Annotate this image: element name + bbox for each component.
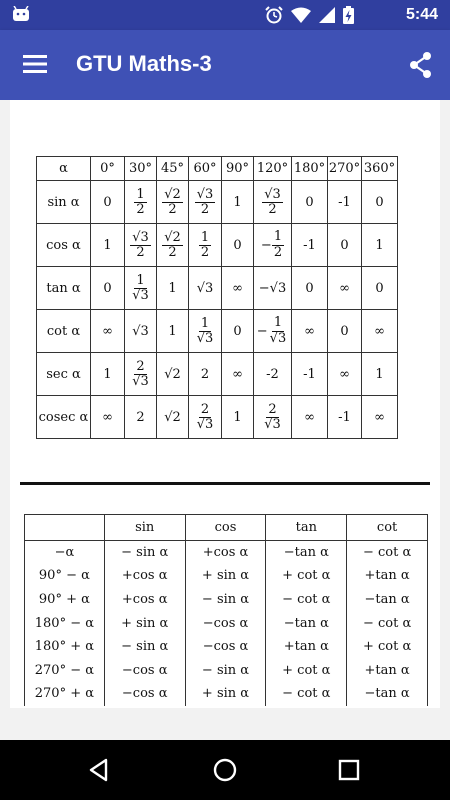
trig-table-header-cell: 120° bbox=[254, 157, 292, 181]
trig-value-cell: ∞ bbox=[328, 353, 362, 396]
reduction-table-row bbox=[25, 588, 428, 612]
reduction-value-cell: − sin α bbox=[104, 635, 185, 659]
angle-expression-cell: 90° + α bbox=[25, 588, 105, 612]
fraction-denominator: √3 bbox=[196, 331, 214, 346]
fraction bbox=[195, 188, 216, 218]
trig-table-header-cell: 90° bbox=[222, 157, 254, 181]
trig-value-cell: ∞ bbox=[91, 396, 125, 439]
battery-charging-icon bbox=[343, 6, 354, 24]
reduction-formulas-table bbox=[24, 514, 428, 706]
reduction-value-cell: − cot α bbox=[347, 541, 428, 565]
reduction-table-header-cell bbox=[25, 515, 105, 541]
fraction-denominator: 2 bbox=[136, 202, 145, 217]
trig-function-label: sin α bbox=[37, 181, 91, 224]
fraction-numerator: 1 bbox=[136, 272, 145, 288]
fraction bbox=[130, 360, 151, 390]
fraction-numerator: 1 bbox=[273, 315, 283, 331]
trig-value-cell: √2 bbox=[157, 396, 189, 439]
reduction-value-cell: −cos α bbox=[104, 658, 185, 682]
reduction-value-cell: − cot α bbox=[266, 682, 347, 706]
trig-value-cell: ∞ bbox=[328, 267, 362, 310]
angle-expression-cell: 180° + α bbox=[25, 635, 105, 659]
fraction-numerator: 2 bbox=[136, 358, 145, 374]
fraction-numerator: 2 bbox=[200, 401, 210, 417]
reduction-value-cell: + sin α bbox=[185, 682, 266, 706]
trig-value-cell bbox=[125, 267, 157, 310]
fraction-denominator: 2 bbox=[200, 202, 210, 217]
status-time: 5:44 bbox=[405, 6, 438, 23]
reduction-table-header-cell: cot bbox=[347, 515, 428, 541]
trig-value-cell: -1 bbox=[328, 396, 362, 439]
trig-value-cell: 0 bbox=[222, 224, 254, 267]
trig-value-cell: 0 bbox=[91, 181, 125, 224]
trig-table-header-cell: 30° bbox=[125, 157, 157, 181]
reduction-value-cell: − sin α bbox=[185, 658, 266, 682]
trig-function-label: cosec α bbox=[37, 396, 91, 439]
trig-table-row bbox=[37, 310, 398, 353]
app-bar bbox=[0, 30, 450, 100]
fraction-numerator: √3 bbox=[264, 186, 281, 202]
reduction-value-cell: − cot α bbox=[266, 588, 347, 612]
back-icon[interactable] bbox=[86, 757, 112, 783]
fraction-denominator: 2 bbox=[273, 244, 283, 260]
trig-value-cell: 0 bbox=[328, 310, 362, 353]
trig-value-cell: −√3 bbox=[254, 267, 292, 310]
reduction-value-cell: +cos α bbox=[104, 564, 185, 588]
fraction bbox=[162, 188, 183, 218]
fraction-numerator: √2 bbox=[164, 229, 181, 245]
reduction-value-cell: −tan α bbox=[347, 682, 428, 706]
trig-value-cell: 0 bbox=[328, 224, 362, 267]
fraction bbox=[262, 188, 283, 218]
trig-value-cell: -1 bbox=[328, 181, 362, 224]
reduction-value-cell: +tan α bbox=[347, 564, 428, 588]
trig-table-header bbox=[37, 157, 398, 181]
fraction-numerator: 1 bbox=[273, 229, 283, 245]
trig-value-cell: ∞ bbox=[292, 310, 328, 353]
fraction-numerator: √2 bbox=[164, 186, 181, 202]
trig-value-cell: 1 bbox=[157, 267, 189, 310]
navigation-bar bbox=[0, 740, 450, 800]
home-icon[interactable] bbox=[212, 757, 238, 783]
trig-value-cell bbox=[189, 310, 222, 353]
fraction-denominator: √3 bbox=[132, 374, 149, 389]
fraction bbox=[130, 274, 151, 304]
reduction-value-cell: − sin α bbox=[185, 588, 266, 612]
trig-value-cell: ∞ bbox=[362, 310, 398, 353]
trig-value-cell: 1 bbox=[362, 353, 398, 396]
trig-value-cell bbox=[254, 310, 292, 353]
trig-function-label: sec α bbox=[37, 353, 91, 396]
trig-value-cell: ∞ bbox=[292, 396, 328, 439]
document-page[interactable] bbox=[10, 100, 440, 708]
trig-value-cell bbox=[125, 181, 157, 224]
trig-table-header-cell: 45° bbox=[157, 157, 189, 181]
trig-table-row bbox=[37, 181, 398, 224]
reduction-value-cell: −cos α bbox=[185, 611, 266, 635]
android-notification-icon bbox=[12, 6, 30, 22]
trig-value-cell bbox=[157, 224, 189, 267]
section-divider bbox=[20, 482, 430, 485]
fraction-numerator: 1 bbox=[136, 186, 145, 202]
alarm-icon bbox=[265, 6, 283, 24]
trig-value-cell: 0 bbox=[292, 267, 328, 310]
trig-value-cell bbox=[125, 224, 157, 267]
reduction-table-row bbox=[25, 611, 428, 635]
trig-value-cell bbox=[254, 224, 292, 267]
app-title: GTU Maths-3 bbox=[76, 51, 212, 76]
fraction-denominator: 2 bbox=[136, 245, 145, 260]
trig-value-cell: -2 bbox=[254, 353, 292, 396]
trig-value-cell: 1 bbox=[91, 353, 125, 396]
trig-value-cell bbox=[254, 181, 292, 224]
status-bar bbox=[0, 0, 450, 30]
trig-value-cell: ∞ bbox=[91, 310, 125, 353]
reduction-value-cell: + cot α bbox=[266, 658, 347, 682]
trig-value-cell: 0 bbox=[292, 181, 328, 224]
wifi-icon bbox=[291, 7, 311, 23]
trig-value-cell: 1 bbox=[222, 396, 254, 439]
hamburger-menu-icon[interactable] bbox=[22, 53, 48, 75]
reduction-table-row bbox=[25, 635, 428, 659]
reduction-value-cell: − sin α bbox=[104, 541, 185, 565]
trig-function-label: cot α bbox=[37, 310, 91, 353]
angle-expression-cell: 270° + α bbox=[25, 682, 105, 706]
reduction-value-cell: +cos α bbox=[185, 541, 266, 565]
trig-table-row bbox=[37, 353, 398, 396]
reduction-value-cell: −tan α bbox=[347, 588, 428, 612]
trig-value-cell: -1 bbox=[292, 224, 328, 267]
fraction bbox=[130, 231, 151, 261]
reduction-table-row bbox=[25, 658, 428, 682]
angle-expression-cell: 270° − α bbox=[25, 658, 105, 682]
recents-icon[interactable] bbox=[336, 757, 362, 783]
trig-value-cell bbox=[125, 353, 157, 396]
fraction-denominator: 2 bbox=[168, 245, 177, 260]
cellular-signal-icon bbox=[319, 7, 335, 23]
fraction-numerator: √3 bbox=[196, 186, 214, 202]
reduction-table-header-cell: sin bbox=[104, 515, 185, 541]
trig-value-cell: √3 bbox=[125, 310, 157, 353]
fraction bbox=[262, 403, 283, 433]
angle-expression-cell: 90° − α bbox=[25, 564, 105, 588]
reduction-value-cell: −cos α bbox=[104, 682, 185, 706]
fraction bbox=[134, 188, 146, 218]
trig-value-cell: 2 bbox=[125, 396, 157, 439]
trig-value-cell: 0 bbox=[362, 181, 398, 224]
reduction-table-row bbox=[25, 541, 428, 565]
trig-value-cell bbox=[157, 181, 189, 224]
reduction-value-cell: +tan α bbox=[266, 635, 347, 659]
reduction-table-row bbox=[25, 564, 428, 588]
trig-table-header-cell: α bbox=[37, 157, 91, 181]
trig-value-cell bbox=[189, 181, 222, 224]
trig-table-header-cell: 270° bbox=[328, 157, 362, 181]
trig-table-row bbox=[37, 267, 398, 310]
reduction-value-cell: +cos α bbox=[104, 588, 185, 612]
reduction-table-header bbox=[25, 515, 428, 541]
trig-table-header-cell: 180° bbox=[292, 157, 328, 181]
fraction-denominator: √3 bbox=[132, 288, 149, 303]
negative-sign: − bbox=[260, 237, 272, 253]
reduction-table-row bbox=[25, 682, 428, 706]
fraction bbox=[195, 403, 216, 433]
fraction-denominator: 2 bbox=[168, 202, 177, 217]
share-icon[interactable] bbox=[408, 51, 434, 79]
fraction-numerator: 2 bbox=[268, 401, 277, 417]
fraction-denominator: 2 bbox=[200, 245, 210, 260]
trig-value-cell: 1 bbox=[157, 310, 189, 353]
trig-values-table bbox=[36, 156, 398, 439]
trig-value-cell: 1 bbox=[362, 224, 398, 267]
negative-sign: − bbox=[256, 323, 268, 339]
trig-value-cell: ∞ bbox=[362, 396, 398, 439]
trig-table-row bbox=[37, 224, 398, 267]
trig-value-cell: 1 bbox=[222, 181, 254, 224]
fraction-numerator: 1 bbox=[200, 229, 210, 245]
trig-value-cell bbox=[189, 224, 222, 267]
trig-value-cell: ∞ bbox=[222, 353, 254, 396]
reduction-value-cell: −tan α bbox=[266, 611, 347, 635]
trig-value-cell: 0 bbox=[362, 267, 398, 310]
trig-value-cell: 2 bbox=[189, 353, 222, 396]
reduction-value-cell: + cot α bbox=[347, 635, 428, 659]
reduction-value-cell: + sin α bbox=[185, 564, 266, 588]
trig-value-cell bbox=[189, 396, 222, 439]
trig-value-cell bbox=[254, 396, 292, 439]
fraction-numerator: 1 bbox=[200, 315, 210, 331]
angle-expression-cell: −α bbox=[25, 541, 105, 565]
reduction-value-cell: + sin α bbox=[104, 611, 185, 635]
reduction-value-cell: −cos α bbox=[185, 635, 266, 659]
trig-function-label: tan α bbox=[37, 267, 91, 310]
trig-table-row bbox=[37, 396, 398, 439]
fraction-denominator: √3 bbox=[269, 330, 287, 346]
reduction-table-header-cell: cos bbox=[185, 515, 266, 541]
angle-expression-cell: 180° − α bbox=[25, 611, 105, 635]
trig-value-cell: -1 bbox=[292, 353, 328, 396]
trig-table-header-cell: 360° bbox=[362, 157, 398, 181]
reduction-value-cell: − cot α bbox=[347, 611, 428, 635]
trig-value-cell: √3 bbox=[189, 267, 222, 310]
fraction bbox=[268, 316, 289, 346]
fraction bbox=[272, 230, 284, 260]
fraction-denominator: √3 bbox=[264, 417, 281, 432]
fraction bbox=[162, 231, 183, 261]
fraction-denominator: 2 bbox=[268, 202, 277, 217]
trig-function-label: cos α bbox=[37, 224, 91, 267]
fraction bbox=[199, 231, 211, 261]
reduction-value-cell: + cot α bbox=[266, 564, 347, 588]
trig-table-header-cell: 0° bbox=[91, 157, 125, 181]
trig-value-cell: √2 bbox=[157, 353, 189, 396]
trig-value-cell: ∞ bbox=[222, 267, 254, 310]
trig-table-header-cell: 60° bbox=[189, 157, 222, 181]
trig-value-cell: 0 bbox=[91, 267, 125, 310]
trig-value-cell: 0 bbox=[222, 310, 254, 353]
fraction-denominator: √3 bbox=[196, 417, 214, 432]
fraction bbox=[195, 317, 216, 347]
trig-value-cell: 1 bbox=[91, 224, 125, 267]
reduction-table-header-cell: tan bbox=[266, 515, 347, 541]
fraction-numerator: √3 bbox=[132, 229, 149, 245]
reduction-value-cell: −tan α bbox=[266, 541, 347, 565]
reduction-value-cell: +tan α bbox=[347, 658, 428, 682]
